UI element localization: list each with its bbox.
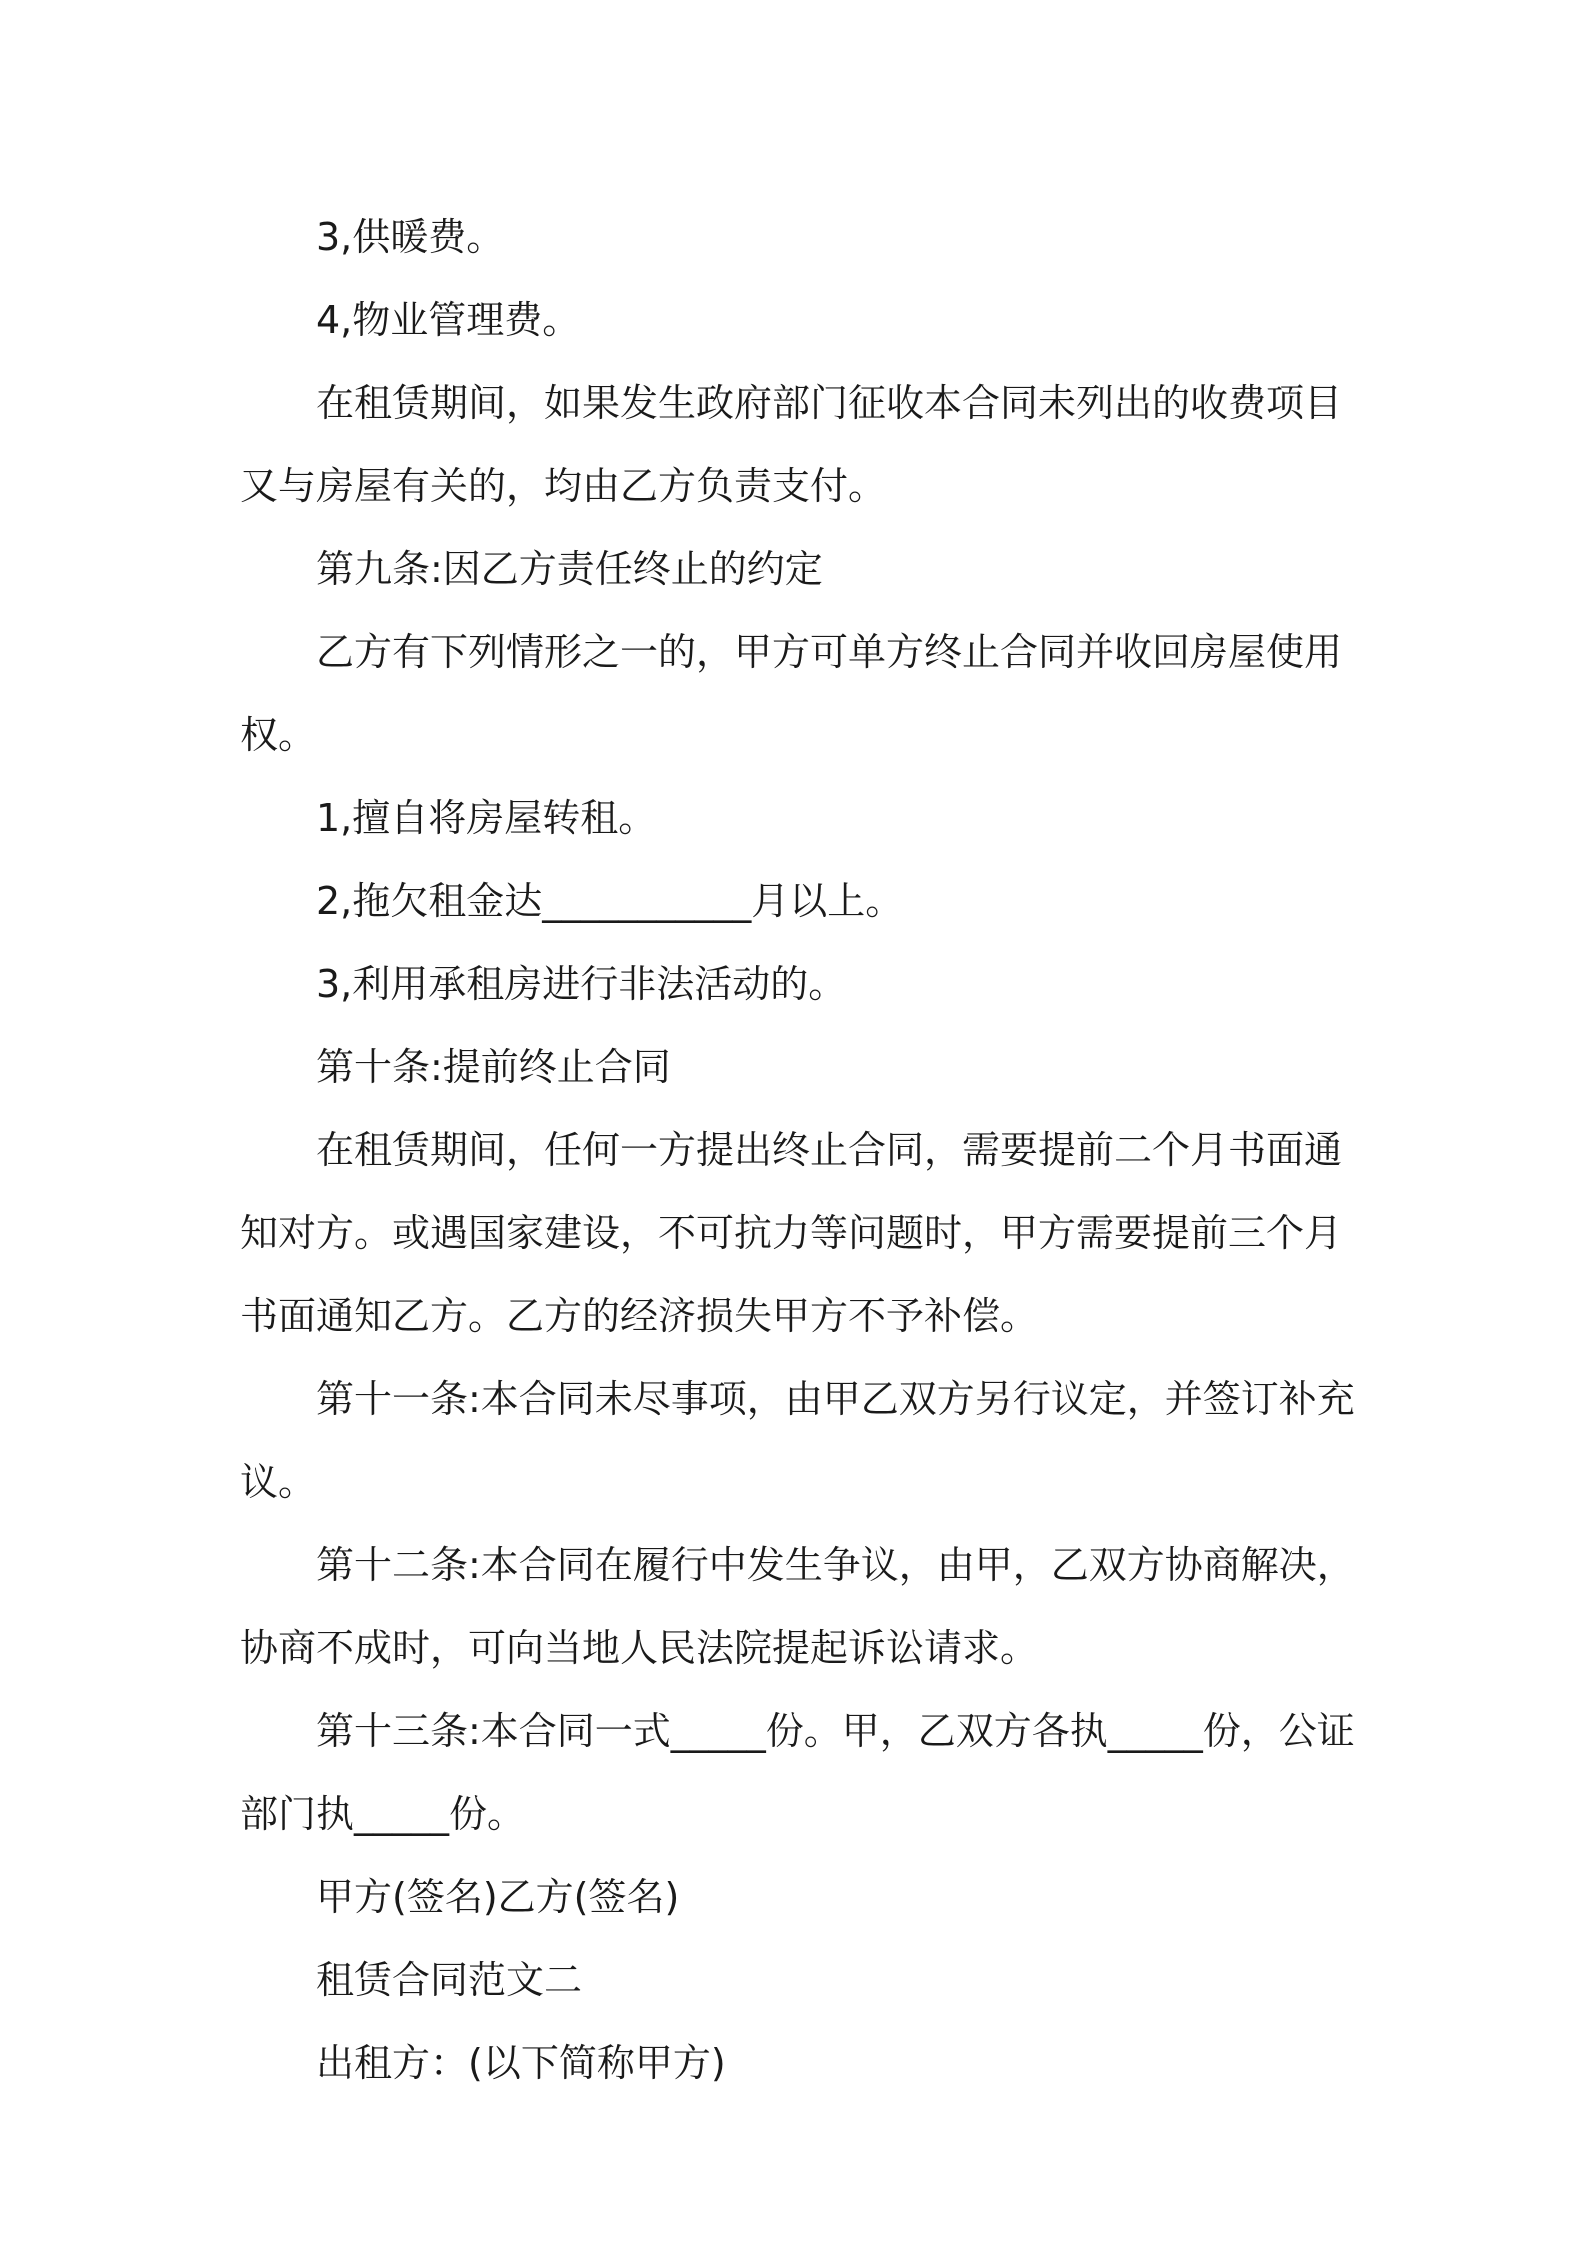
- list-item-sublet: 1,擅自将房屋转租。: [316, 796, 657, 840]
- list-item-rent-arrears: 2,拖欠租金达___________月以上。: [316, 879, 904, 923]
- article-12: 第十二条:本合同在履行中发生争议，由甲，乙双方协商解决，协商不成时，可向当地人民法院提起诉讼请求。: [240, 1543, 1355, 1670]
- paragraph-early-termination: 在租赁期间，任何一方提出终止合同，需要提前二个月书面通知对方。或遇国家建设，不可抗力等问题时，甲方需要提前三个月书面通知乙方。乙方的经济损失甲方不予补偿。: [240, 1128, 1343, 1338]
- article-9-heading: 第九条:因乙方责任终止的约定: [316, 547, 823, 591]
- article-11: 第十一条:本合同未尽事项，由甲乙双方另行议定，并签订补充议。: [240, 1377, 1355, 1504]
- paragraph-heating-fee: 3,供暖费。: [316, 215, 505, 259]
- paragraph-government-charges: 在租赁期间，如果发生政府部门征收本合同未列出的收费项目又与房屋有关的，均由乙方负责支付。: [240, 381, 1343, 508]
- article-13: 第十三条:本合同一式_____份。甲，乙双方各执_____份，公证部门执_____份。: [240, 1709, 1355, 1836]
- paragraph-property-fee: 4,物业管理费。: [316, 298, 581, 342]
- article-10-heading: 第十条:提前终止合同: [316, 1045, 671, 1089]
- signature-line: 甲方(签名)乙方(签名): [316, 1875, 680, 1919]
- paragraph-termination-conditions: 乙方有下列情形之一的，甲方可单方终止合同并收回房屋使用权。: [240, 630, 1343, 757]
- lessor-line: 出租方：(以下简称甲方): [316, 2041, 726, 2085]
- document-body: [240, 196, 1370, 2105]
- list-item-illegal-activity: 3,利用承租房进行非法活动的。: [316, 962, 847, 1006]
- sample-two-title: 租赁合同范文二: [316, 1958, 583, 2002]
